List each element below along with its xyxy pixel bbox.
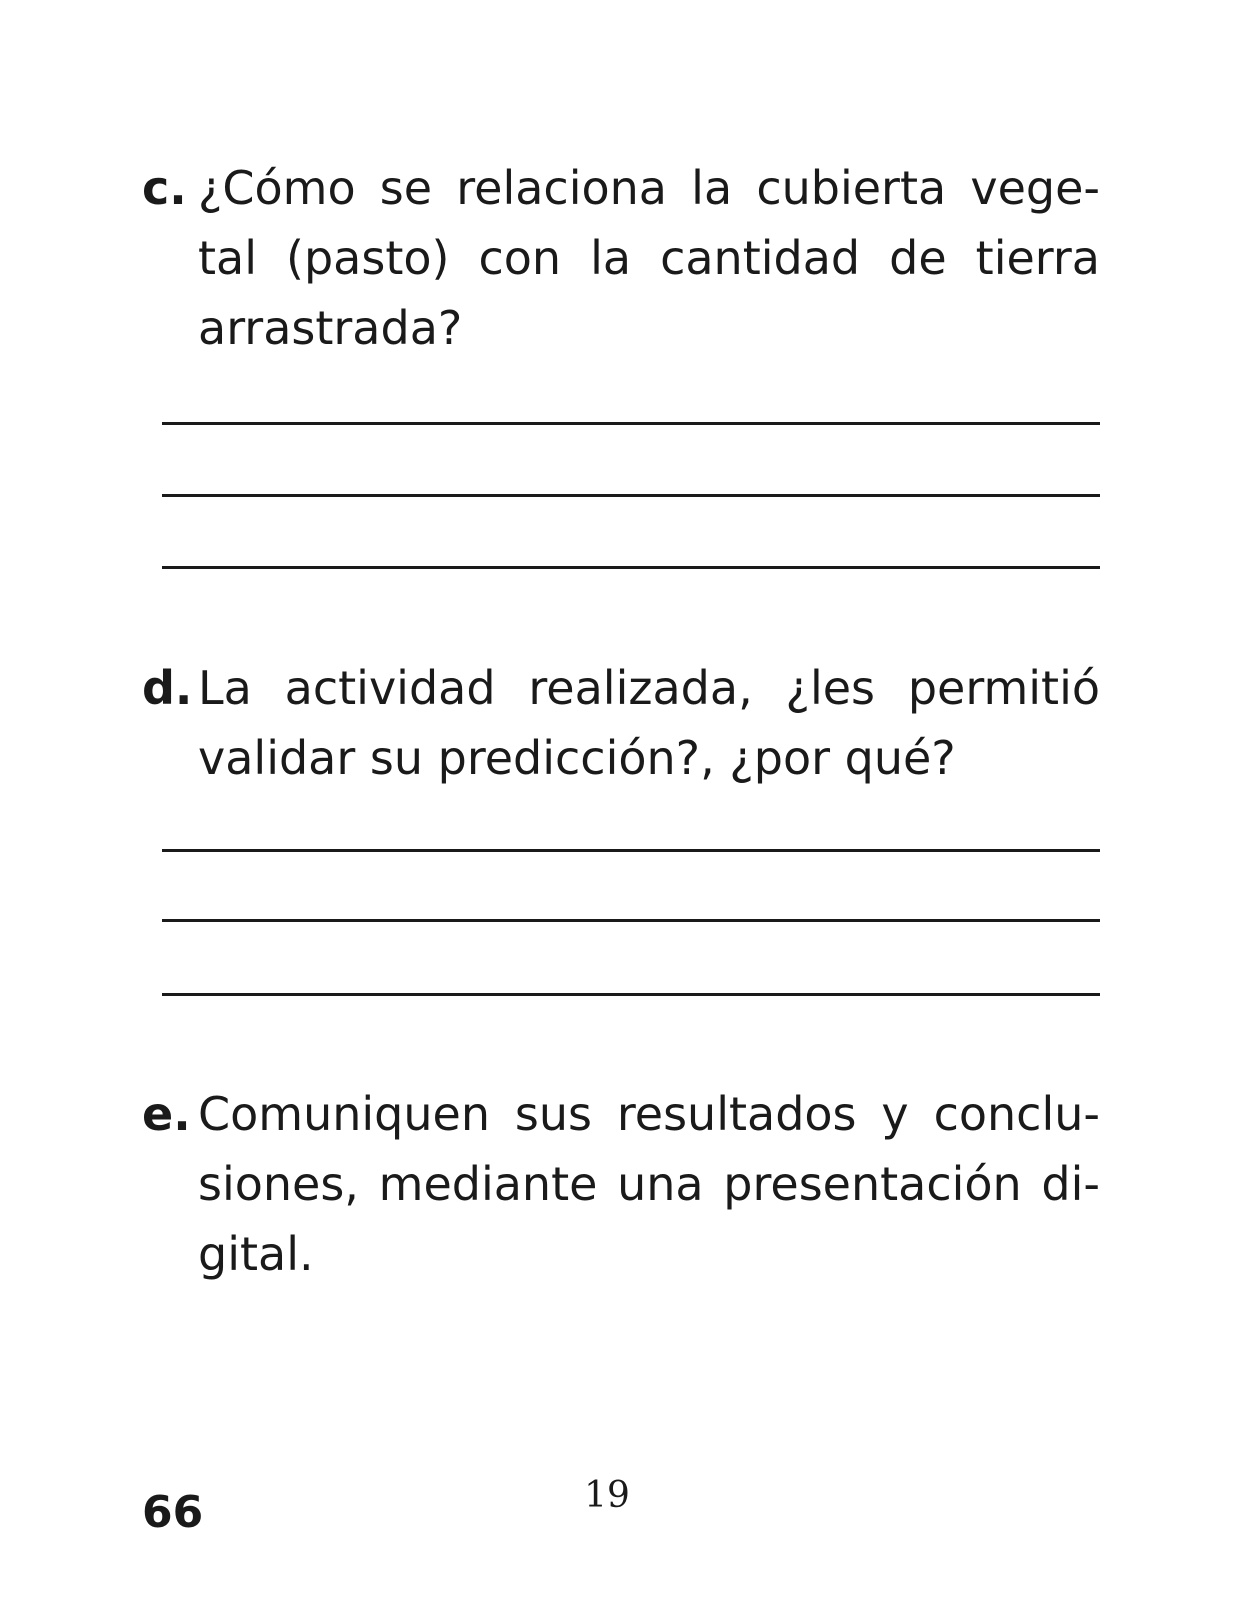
question-letter: e. (142, 1087, 191, 1141)
question-text-line: siones, mediante una presentación di- (198, 1157, 1100, 1211)
answer-line[interactable] (162, 993, 1100, 996)
sheet-page-number: 19 (584, 1475, 630, 1516)
question-text-line: La actividad realizada, ¿les permitió (198, 661, 1100, 715)
question-text (198, 1079, 1100, 1289)
question-letter: d. (142, 661, 193, 715)
question-text-line: validar su predicción?, ¿por qué? (198, 731, 956, 785)
question-text-line: Comuniquen sus resultados y conclu- (198, 1087, 1100, 1141)
question-d (142, 653, 1100, 793)
question-text-line: gital. (198, 1227, 314, 1281)
question-e (142, 1079, 1100, 1289)
question-text-line: arrastrada? (198, 301, 463, 355)
question-c (142, 153, 1100, 363)
answer-line[interactable] (162, 566, 1100, 569)
book-page-number: 66 (142, 1487, 204, 1538)
question-letter: c. (142, 161, 187, 215)
answer-line[interactable] (162, 849, 1100, 852)
question-text-line: tal (pasto) con la cantidad de tierra (198, 231, 1100, 285)
answer-line[interactable] (162, 919, 1100, 922)
question-text-line: ¿Cómo se relaciona la cubierta vege- (198, 161, 1100, 215)
answer-line[interactable] (162, 422, 1100, 425)
question-text (198, 153, 1100, 363)
question-text (198, 653, 1100, 793)
answer-line[interactable] (162, 494, 1100, 497)
